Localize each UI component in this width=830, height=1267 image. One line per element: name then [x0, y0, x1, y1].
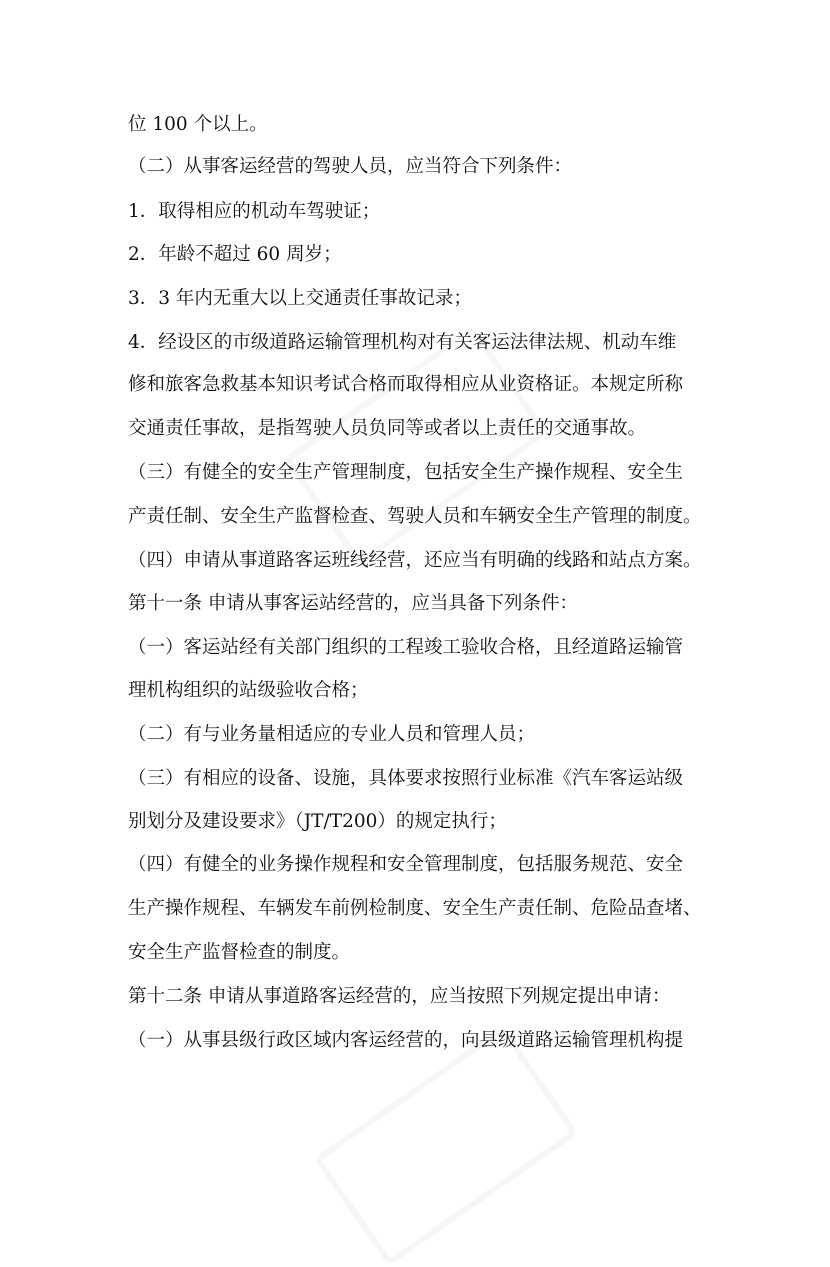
text-line: 第十一条 申请从事客运站经营的，应当具备下列条件：: [128, 593, 578, 614]
text-line: （三）有相应的设备、设施，具体要求按照行业标准《汽车客运站级: [128, 768, 684, 789]
text-line: （一）客运站经有关部门组织的工程竣工验收合格，且经道路运输管: [128, 637, 684, 658]
text-line: （三）有健全的安全生产管理制度，包括安全生产操作规程、安全生: [128, 462, 684, 483]
text-line: （二）有与业务量相适应的专业人员和管理人员；: [128, 724, 536, 745]
text-line: 修和旅客急救基本知识考试合格而取得相应从业资格证。本规定所称: [128, 374, 684, 395]
text-line: 4．经设区的市级道路运输管理机构对有关客运法律法规、机动车维: [128, 332, 677, 353]
text-line: 位 100 个以上。: [128, 114, 268, 135]
watermark: [313, 1025, 579, 1266]
text-line: 别划分及建设要求》（JT/T200）的规定执行；: [128, 811, 507, 832]
text-line: （二）从事客运经营的驾驶人员，应当符合下列条件：: [128, 156, 573, 177]
text-line: 理机构组织的站级验收合格；: [128, 680, 369, 701]
text-line: 生产操作规程、车辆发车前例检制度、安全生产责任制、危险品查堵、: [128, 898, 702, 919]
text-line: （四）申请从事道路客运班线经营，还应当有明确的线路和站点方案。: [128, 550, 702, 571]
text-line: 产责任制、安全生产监督检查、驾驶人员和车辆安全生产管理的制度。: [128, 506, 702, 527]
watermark: [283, 325, 549, 566]
text-line: （四）有健全的业务操作规程和安全管理制度，包括服务规范、安全: [128, 854, 684, 875]
text-line: （一）从事县级行政区域内客运经营的，向县级道路运输管理机构提: [128, 1030, 684, 1051]
text-line: 第十二条 申请从事道路客运经营的，应当按照下列规定提出申请：: [128, 986, 671, 1007]
text-line: 2．年龄不超过 60 周岁；: [128, 244, 342, 265]
text-line: 1．取得相应的机动车驾驶证；: [128, 201, 381, 222]
text-line: 交通责任事故，是指驾驶人员负同等或者以上责任的交通事故。: [128, 418, 647, 439]
text-line: 3．3 年内无重大以上交通责任事故记录；: [128, 288, 472, 309]
text-line: 安全生产监督检查的制度。: [128, 942, 351, 963]
